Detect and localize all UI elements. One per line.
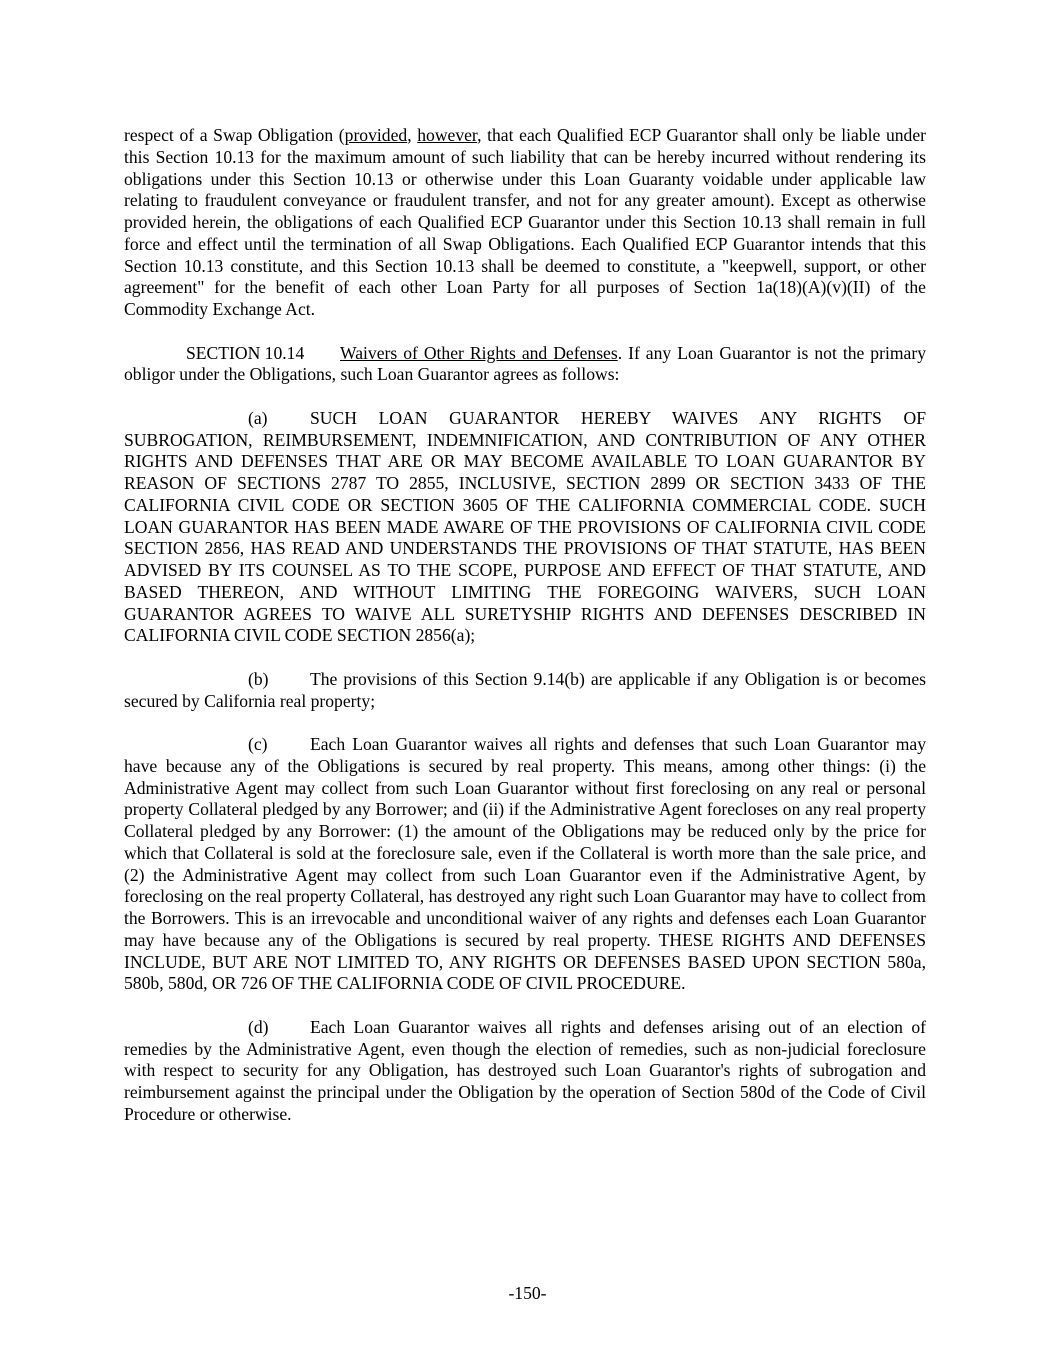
clause-text: Each Loan Guarantor waives all rights and defenses arising out of an election of remedies by the Administrative Agent, even though the election of remedies, such as non-judicial foreclosure with respect to security for any Obligation, has destroyed such Loan Guarantor's rights of subrogation and reimbursement against the principal under the Obligation by the operation of Section 580d of the Code of Civil Procedure or otherwise. (124, 1016, 926, 1124)
provided-term: provided (344, 125, 408, 145)
clause-d (124, 1017, 926, 1126)
clause-text: SUCH LOAN GUARANTOR HEREBY WAIVES ANY RIGHTS OF SUBROGATION, REIMBURSEMENT, INDEMNIFICATION, AND CONTRIBUTION OF ANY OTHER RIGHTS AND DEFENSES THAT ARE OR MAY BECOME AVAILABLE TO LOAN GUARANTOR BY REASON OF SECTIONS 2787 TO 2855, INCLUSIVE, SECTION 2899 OR SECTION 3433 OF THE CALIFORNIA CIVIL CODE OR SECTION 3605 OF THE CALIFORNIA COMMERCIAL CODE. SUCH LOAN GUARANTOR HAS BEEN MADE AWARE OF THE PROVISIONS OF CALIFORNIA CIVIL CODE SECTION 2856, HAS READ AND UNDERSTANDS THE PROVISIONS OF THAT STATUTE, HAS BEEN ADVISED BY ITS COUNSEL AS TO THE SCOPE, PURPOSE AND EFFECT OF THAT STATUTE, AND BASED THEREON, AND WITHOUT LIMITING THE FOREGOING WAIVERS, SUCH LOAN GUARANTOR AGREES TO WAIVE ALL SURETYSHIP RIGHTS AND DEFENSES DESCRIBED IN CALIFORNIA CIVIL CODE SECTION 2856(a); (124, 407, 926, 646)
clause-label: (d) (248, 1016, 269, 1037)
section-10-14-heading-paragraph: SECTION 10.14 Waivers of Other Rights and Defenses. If any Loan Guarantor is not the primary obligor under the Obligations, such Loan Guarantor agrees as follows: (124, 342, 927, 385)
clause-b (124, 669, 926, 713)
clause-label: (b) (248, 668, 269, 689)
however-term: however (417, 125, 478, 145)
clause-c (124, 734, 926, 995)
swap-obligation-paragraph: respect of a Swap Obligation (provided, however, that each Qualified ECP Guarantor shall only be liable under this Section 10.13 for the maximum amount of such liability that can be hereby incurred without rendering its obligations under this Section 10.13 or otherwise under this Loan Guaranty voidable under applicable law relating to fraudulent conveyance or fraudulent transfer, and not for any greater amount). Except as otherwise provided herein, the obligations of each Qualified ECP Guarantor under this Section 10.13 shall remain in full force and effect until the termination of all Swap Obligations. Each Qualified ECP Guarantor intends that this Section 10.13 constitute, and this Section 10.13 shall be deemed to constitute, a "keepwell, support, or other agreement" for the benefit of each other Loan Party for all purposes of Section 1a(18)(A)(v)(II) of the Commodity Exchange Act. (124, 125, 927, 319)
clause-text: The provisions of this Section 9.14(b) are applicable if any Obligation is or becomes secured by California real property; (124, 668, 926, 711)
document-body (124, 125, 926, 1126)
clause-a (124, 408, 926, 647)
section-number: SECTION 10.14 (186, 342, 305, 363)
page-number: -150- (508, 1283, 547, 1303)
section-intro: If any Loan Guarantor is not the primary obligor under the Obligations, such Loan Guarantor agrees as follows: (124, 342, 927, 385)
clause-label: (a) (248, 407, 268, 428)
clause-label: (c) (248, 734, 268, 754)
section-title: Waivers of Other Rights and Defenses (340, 342, 618, 363)
clause-text: Each Loan Guarantor waives all rights and defenses that such Loan Guarantor may have because any of the Obligations is secured by real property. This means, among other things: (i) the Administrative Agent may collect from such Loan Guarantor without first foreclosing on any real or personal property Collateral pledged by any Borrower; and (ii) if the Administrative Agent forecloses on any real property Collateral pledged by any Borrower: (1) the amount of the Obligations may be reduced only by the price for which that Collateral is sold at the foreclosure sale, even if the Collateral is worth more than the sale price, and (2) the Administrative Agent may collect from such Loan Guarantor even if the Administrative Agent, by foreclosing on the real property Collateral, has destroyed any right such Loan Guarantor may have to collect from the Borrowers. This is an irrevocable and unconditional waiver of any rights and defenses each Loan Guarantor may have because any of the Obligations is secured by real property. THESE RIGHTS AND DEFENSES INCLUDE, BUT ARE NOT LIMITED TO, ANY RIGHTS OR DEFENSES BASED UPON SECTION 580a, 580b, 580d, OR 726 OF THE CALIFORNIA CODE OF CIVIL PROCEDURE. (124, 734, 926, 994)
